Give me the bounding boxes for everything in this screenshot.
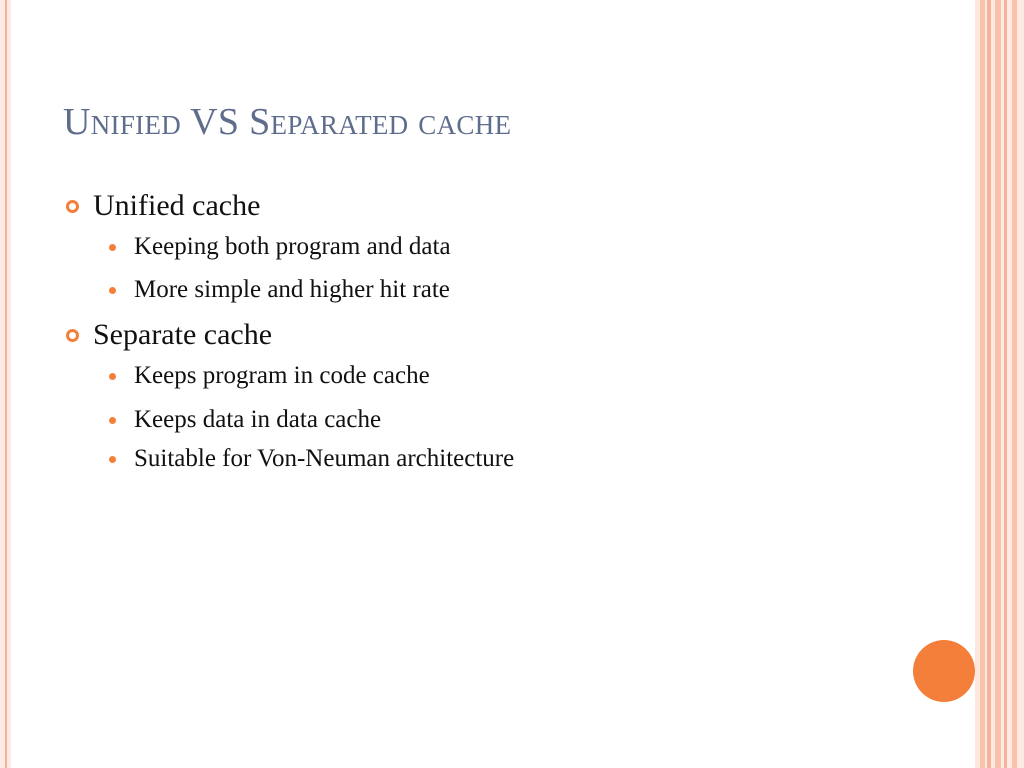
bullet-list	[60, 188, 940, 474]
dot-bullet-icon	[109, 417, 116, 424]
right-stripe	[1012, 0, 1017, 768]
sub-bullet	[60, 404, 940, 435]
ring-bullet-icon	[66, 329, 79, 342]
right-stripe	[995, 0, 1001, 768]
slide-title: Unified VS Separated cache	[63, 101, 512, 143]
bullet-unified-cache	[60, 188, 940, 224]
sub-bullet-text: Keeps program in code cache	[134, 362, 430, 389]
bullet-text: Separate cache	[93, 318, 273, 351]
sub-bullet-text: Keeping both program and data	[134, 233, 451, 260]
ring-bullet-icon	[66, 200, 79, 213]
dot-bullet-icon	[109, 287, 116, 294]
sub-bullet	[60, 443, 940, 474]
dot-bullet-icon	[109, 456, 116, 463]
right-stripe	[987, 0, 991, 768]
sub-bullet-text: Keeps data in data cache	[134, 406, 382, 433]
sub-bullet	[60, 360, 940, 391]
dot-bullet-icon	[109, 373, 116, 380]
bullet-separate-cache	[60, 317, 940, 353]
bullet-text: Unified cache	[93, 189, 261, 222]
right-stripe	[980, 0, 985, 768]
sub-bullet-text: More simple and higher hit rate	[134, 276, 450, 303]
sub-bullet-text: Suitable for Von-Neuman architecture	[134, 445, 515, 472]
dot-bullet-icon	[109, 244, 116, 251]
sub-bullet	[60, 274, 940, 305]
sub-bullet	[60, 231, 940, 262]
decorative-circle	[913, 640, 975, 702]
right-stripe	[1004, 0, 1007, 768]
left-border-line	[5, 0, 7, 768]
